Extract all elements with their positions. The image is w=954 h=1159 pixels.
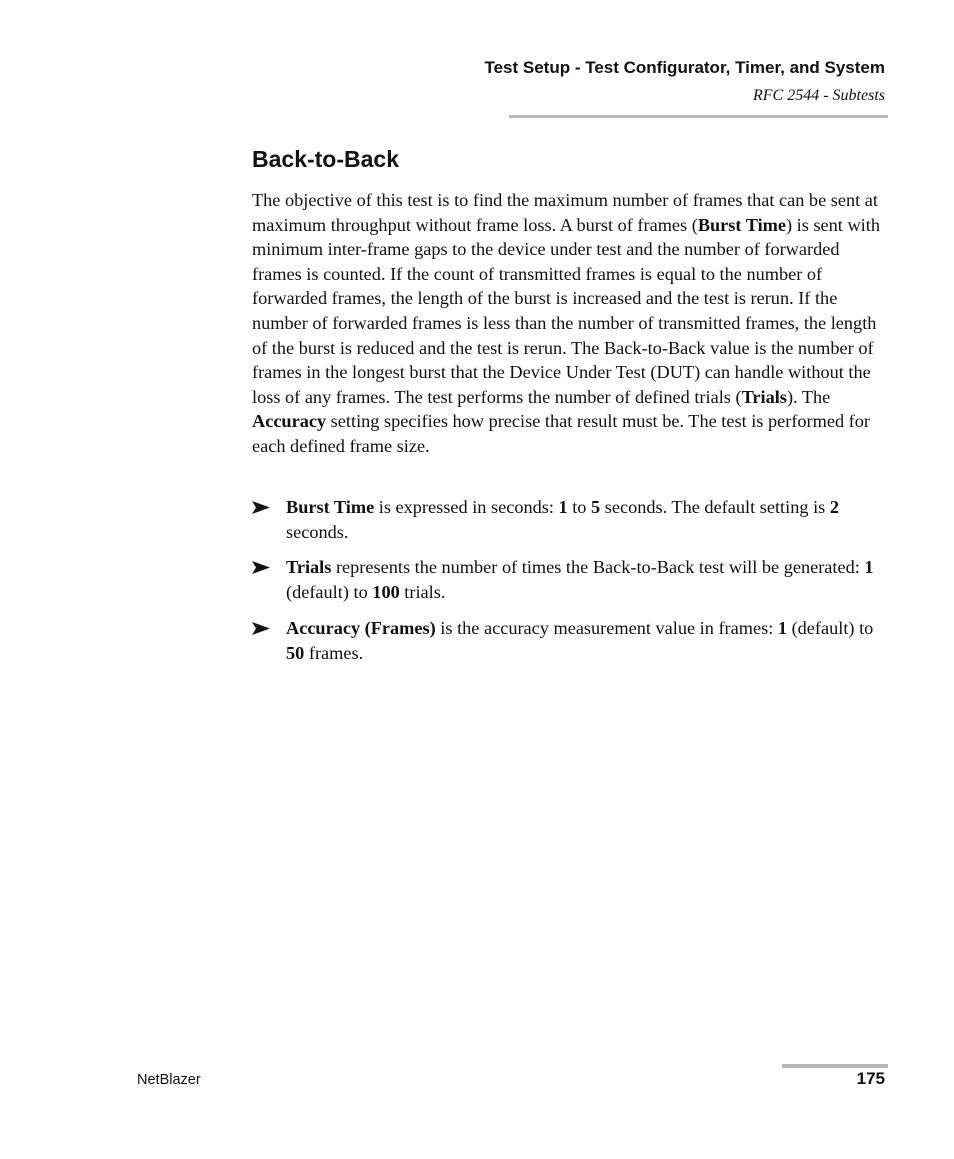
list-item-text-run: trials. [399,581,446,602]
list-item-value: 1 [864,557,874,577]
list-item [252,495,892,544]
list-item-text-run: frames. [304,642,364,663]
list-item-value: 5 [591,497,601,517]
list-item-value: 1 [558,497,568,517]
list-item-value: 1 [777,618,787,638]
paragraph-bold-term: Accuracy [252,411,327,432]
arrowhead-bullet-icon [252,622,270,635]
list-item-value: 100 [372,581,400,602]
list-item-text-run: seconds. The default setting is [600,497,830,517]
paragraph-text: setting specifies how precise that result must be. The test is performed for each defined frame size. [252,411,871,456]
paragraph-bold-term: Trials [741,386,787,407]
list-item-term: Accuracy (Frames) [286,618,436,638]
list-item-text [286,555,892,604]
list-item-text-run: seconds. [286,521,349,542]
list-item-text-run: represents the number of times the Back-to-Back test will be generated: [331,557,865,577]
list-item [252,616,892,665]
list-item-text-run: (default) to [787,618,874,638]
list-item-value: 50 [286,642,305,663]
list-item-term: Trials [286,557,332,577]
header-divider [509,115,888,118]
list-item-value: 2 [829,497,839,517]
list-item [252,555,892,604]
footer-product-name: NetBlazer [137,1072,201,1088]
section-title: Back-to-Back [252,146,399,172]
list-item-text-run: is the accuracy measurement value in frames: [435,618,778,638]
page-number: 175 [856,1069,885,1088]
list-item-text-run: to [567,497,592,517]
arrowhead-bullet-icon [252,501,270,514]
footer-divider [782,1064,888,1068]
arrowhead-bullet-icon [252,561,270,574]
running-header-subtitle: RFC 2544 - Subtests [753,87,885,104]
list-item-text-run: is expressed in seconds: [374,497,559,517]
body-paragraph [252,188,892,459]
paragraph-text: ). The [786,386,831,407]
paragraph-text: ) is sent with minimum inter-frame gaps to the device under test and the number of forwarded frames is counted. If the count of transmitted frames is equal to the number of forwarded frames, the length of the burst is increased and the test is rerun. If the number of forwarded frames is less than the number of transmitted frames, the length of the burst is reduced and the test is rerun. The Back-to-Back value is the number of frames in the longest burst that the Device Under Test (DUT) can handle without the loss of any frames. The test performs the number of defined trials ( [252,214,880,407]
list-item-text [286,495,892,544]
list-item-text-run: (default) to [286,581,373,602]
running-header-title: Test Setup - Test Configurator, Timer, and System [484,58,885,77]
paragraph-bold-term: Burst Time [697,214,787,235]
list-item-term: Burst Time [286,497,375,517]
paragraph-text: The objective of this test is to find the maximum number of frames that can be sent at maximum throughput without frame loss. A burst of frames ( [252,190,878,235]
list-item-text [286,616,892,665]
